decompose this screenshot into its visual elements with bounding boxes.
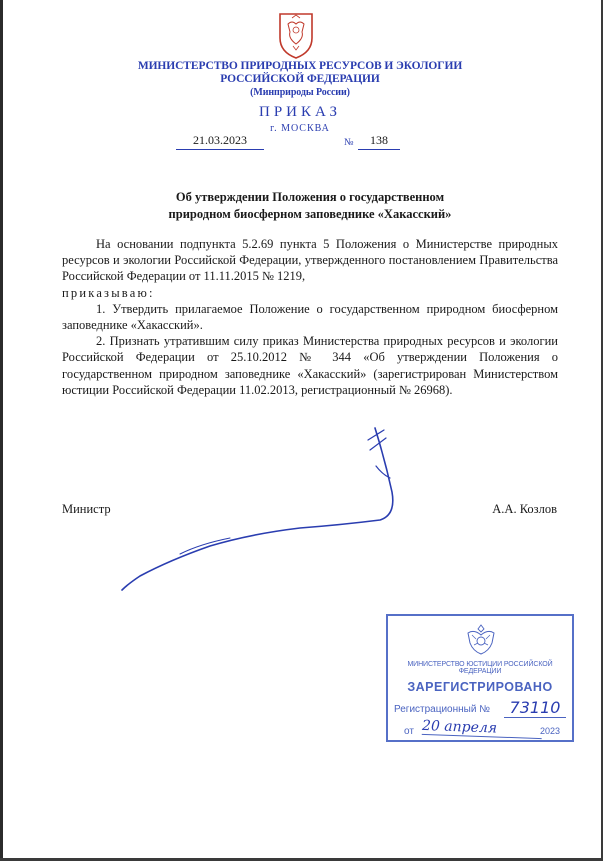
signatory-name: А.А. Козлов — [492, 502, 557, 516]
ministry-name-line2: РОССИЙСКОЙ ФЕДЕРАЦИИ — [220, 73, 380, 85]
document-city: г. МОСКВА — [270, 123, 330, 134]
ministry-name-line1: МИНИСТЕРСТВО ПРИРОДНЫХ РЕСУРСОВ И ЭКОЛОГИИ — [137, 60, 463, 72]
ministry-header — [100, 60, 500, 99]
number-sign: № — [344, 137, 354, 148]
document-body — [62, 236, 558, 398]
body-paragraph-basis: На основании подпункта 5.2.69 пункта 5 Положения о Министерстве природных ресурсов и экологии Российской Федерации, утвержденного постановлением Правительства Российской Федерации от 11.11.2015 № 1219, — [62, 237, 558, 284]
stamp-year: 2023 — [540, 726, 561, 736]
coat-of-arms-icon — [276, 10, 316, 60]
document-number: 138 — [358, 133, 400, 150]
document-subject — [100, 189, 520, 223]
document-date: 21.03.2023 — [176, 133, 264, 150]
handwritten-signature — [110, 420, 410, 600]
scan-edge-left — [0, 0, 3, 861]
order-word: приказываю: — [62, 285, 155, 300]
subject-line2: природном биосферном заповеднике «Хакасский» — [168, 207, 452, 221]
order-item-2: 2. Признать утратившим силу приказ Министерства природных ресурсов и экологии Российской Федерации от 25.10.2012 № 344 «Об утверждении Положения о государственном природном заповеднике «Хакасский» (зарегистрирован Министерством юстиции Российской Федерации 11.02.2013, регистрационный № 26968). — [62, 334, 558, 397]
stamp-registration-label: Регистрационный № — [394, 704, 490, 715]
ministry-short-name: (Минприроды России) — [250, 87, 350, 98]
stamp-registration-number: 73110 — [504, 698, 566, 718]
document-type: ПРИКАЗ — [259, 104, 341, 120]
subject-line1: Об утверждении Положения о государственном — [175, 190, 445, 204]
stamp-status: ЗАРЕГИСТРИРОВАНО — [407, 680, 553, 694]
stamp-organization: МИНИСТЕРСТВО ЮСТИЦИИ РОССИЙСКОЙ ФЕДЕРАЦИИ — [407, 661, 553, 675]
stamp-from-label: от — [404, 726, 414, 737]
stamp-eagle-icon — [462, 621, 500, 657]
stamp-date-handwritten: 20 апреля — [422, 718, 543, 739]
registration-stamp — [386, 614, 574, 742]
order-item-1: 1. Утвердить прилагаемое Положение о государственном природном биосферном заповеднике «Хакасский». — [62, 301, 558, 333]
signatory-position: Министр — [62, 502, 111, 516]
